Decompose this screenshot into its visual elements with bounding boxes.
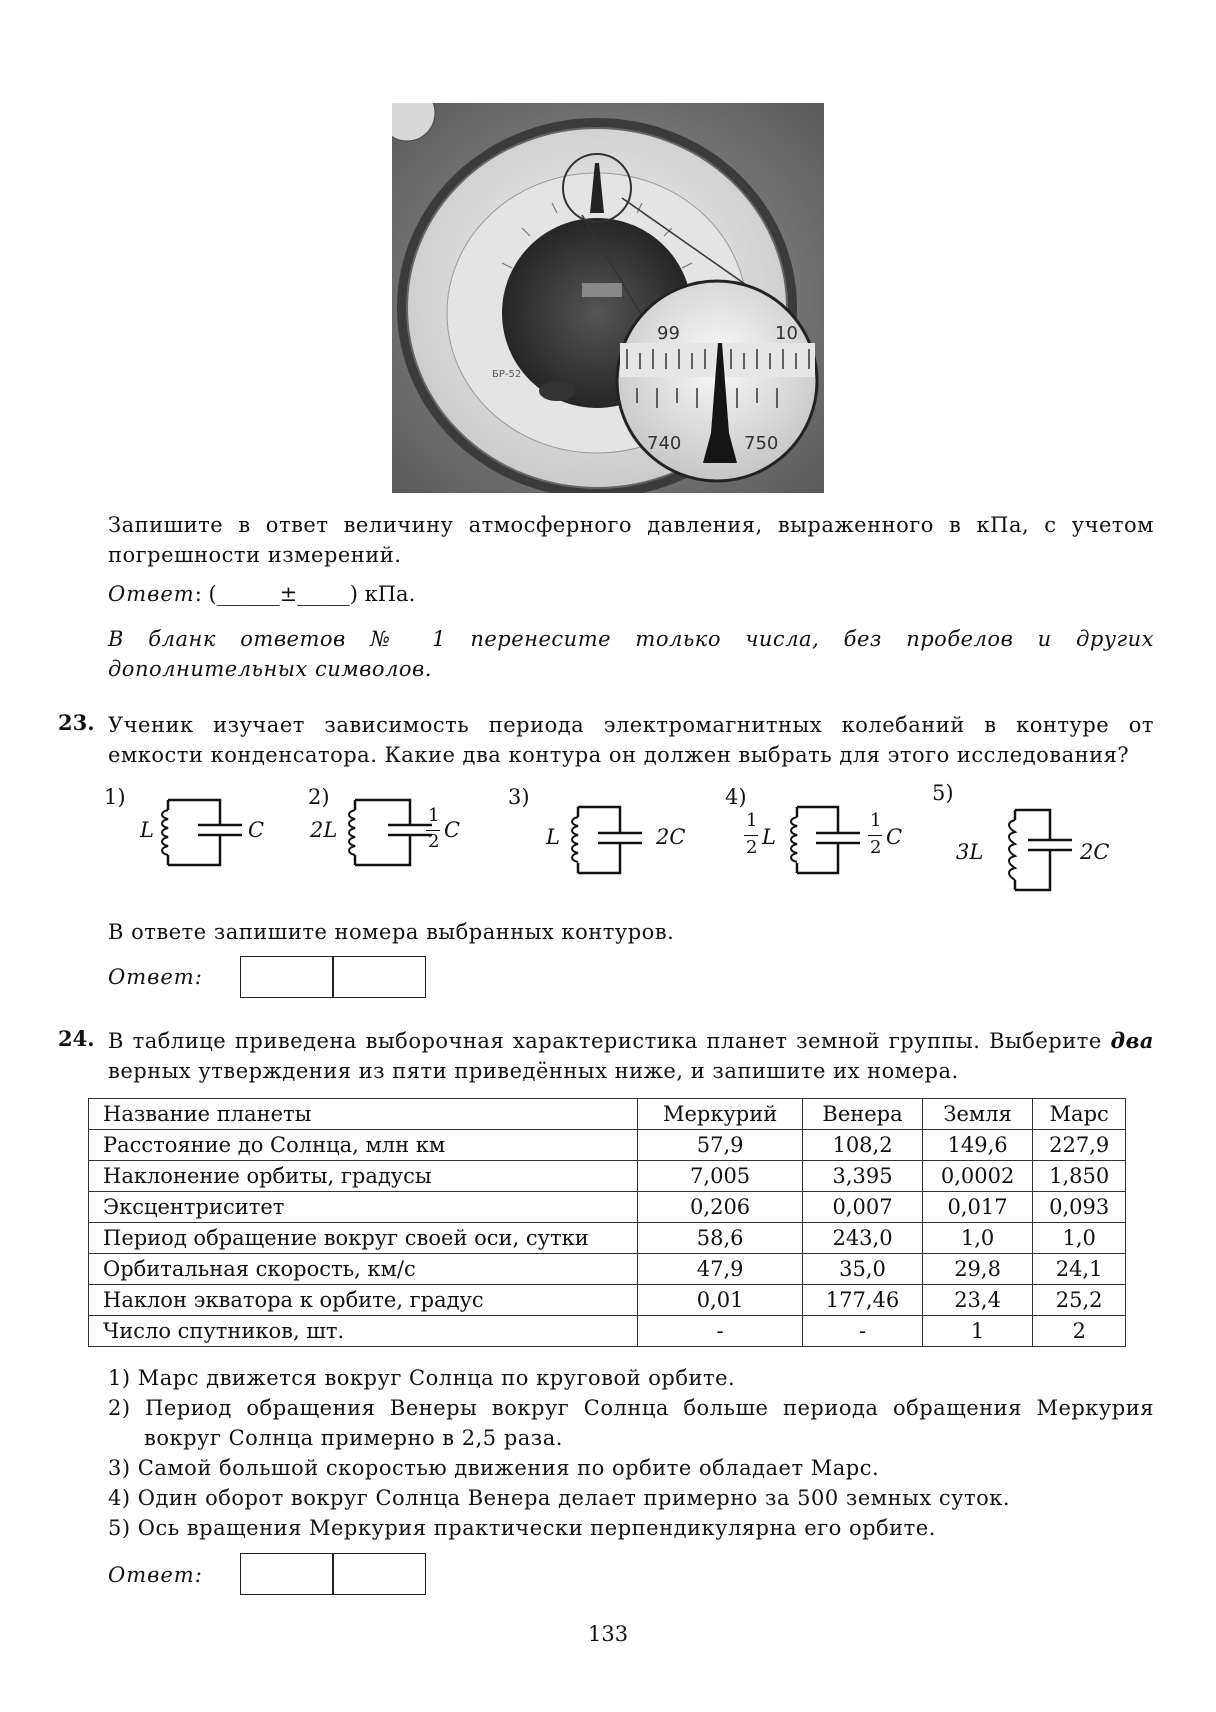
circuit-4-C: C: [886, 825, 903, 849]
circuit-4-C-num: 1: [870, 810, 882, 831]
table-cell: 0,01: [638, 1285, 803, 1316]
table-header-cell: Земля: [922, 1099, 1033, 1130]
table-cell: 29,8: [922, 1254, 1033, 1285]
circuit-4-L-num: 1: [746, 810, 758, 831]
table-cell: 0,093: [1033, 1192, 1126, 1223]
circuit-2-C: C: [444, 818, 461, 842]
table-cell: 177,46: [803, 1285, 923, 1316]
table-cell: 0,0002: [922, 1161, 1033, 1192]
table-cell: 35,0: [803, 1254, 923, 1285]
circuit-2-L: 2L: [310, 818, 338, 842]
table-header-cell: Марс: [1033, 1099, 1126, 1130]
q23-answer-cell-1[interactable]: [240, 956, 334, 998]
circuit-diagrams: [100, 781, 1160, 905]
table-header-cell: Название планеты: [89, 1099, 638, 1130]
q22-answer-line: [108, 582, 415, 606]
table-cell: -: [803, 1316, 923, 1347]
circuit-3-number: 3): [508, 785, 530, 809]
table-row: [89, 1192, 1126, 1223]
table-cell: 25,2: [1033, 1285, 1126, 1316]
planets-table: [88, 1098, 1126, 1347]
table-cell: 3,395: [803, 1161, 923, 1192]
circuit-5-number: 5): [932, 781, 954, 805]
q22-answer-label: Ответ: [108, 582, 195, 606]
circuit-4-C-den: 2: [870, 837, 882, 858]
q24-text: [108, 1026, 1154, 1086]
table-cell: Наклонение орбиты, градусы: [89, 1161, 638, 1192]
q22-answer-template: : (______±_____) кПа.: [194, 582, 416, 606]
table-cell: 58,6: [638, 1223, 803, 1254]
table-header-cell: Меркурий: [638, 1099, 803, 1130]
table-cell: Период обращение вокруг своей оси, сутки: [89, 1223, 638, 1254]
table-header-row: [89, 1099, 1126, 1130]
circuit-1-L: L: [140, 818, 154, 842]
page-number: 133: [588, 1622, 629, 1646]
statement-2: [108, 1393, 1154, 1453]
statement-number: 1): [108, 1366, 131, 1390]
circuit-4-L-den: 2: [746, 837, 758, 858]
q22-instruction: Запишите в ответ величину атмосферного давления, выраженного в кПа, с учетом погрешности измерений.: [108, 513, 1154, 567]
circuit-5-L: 3L: [956, 840, 984, 864]
statement-text: Самой большой скоростью движения по орбите обладает Марс.: [137, 1456, 880, 1480]
circuit-2-C-num: 1: [428, 805, 440, 826]
circuit-5-C: 2C: [1080, 840, 1110, 864]
table-cell: 1,850: [1033, 1161, 1126, 1192]
q24-text-emph: два: [1110, 1028, 1154, 1053]
statement-number: 4): [108, 1486, 131, 1510]
statement-text: Марс движется вокруг Солнца по круговой орбите.: [137, 1366, 736, 1390]
table-cell: 0,017: [922, 1192, 1033, 1223]
table-cell: 1: [922, 1316, 1033, 1347]
statement-number: 5): [108, 1516, 131, 1540]
table-cell: 243,0: [803, 1223, 923, 1254]
statement-number: 2): [108, 1396, 131, 1420]
q23-instruction: В ответе запишите номера выбранных контуров.: [108, 920, 675, 944]
table-cell: Наклон экватора к орбите, градус: [89, 1285, 638, 1316]
q24-answer-label: Ответ:: [108, 1563, 203, 1587]
circuit-1-number: 1): [104, 785, 126, 809]
table-cell: 0,007: [803, 1192, 923, 1223]
circuit-2-number: 2): [308, 785, 330, 809]
q23-number: 23.: [58, 710, 95, 735]
q23-answer-label: Ответ:: [108, 965, 203, 989]
q23-text: Ученик изучает зависимость периода электромагнитных колебаний в контуре от емкости конденсатора. Какие два контура он должен выбрать для этого исследования?: [108, 713, 1154, 767]
circuit-4-C-frac-line: [868, 835, 882, 836]
q24-number: 24.: [58, 1026, 95, 1051]
q22-note: В бланк ответов № 1 перенесите только числа, без пробелов и других дополнительных символов.: [108, 627, 1154, 681]
table-cell: Эксцентриситет: [89, 1192, 638, 1223]
q24-text-after: верных утверждения из пяти приведённых ниже, и запишите их номера.: [108, 1059, 959, 1083]
q23-answer-cell-2[interactable]: [332, 956, 426, 998]
table-cell: 2: [1033, 1316, 1126, 1347]
statement-1: [108, 1363, 1154, 1393]
statement-text: Период обращения Венеры вокруг Солнца больше периода обращения Меркурия вокруг Солнца примерно в 2,5 раза.: [144, 1396, 1154, 1450]
table-cell: 24,1: [1033, 1254, 1126, 1285]
q24-text-before: В таблице приведена выборочная характеристика планет земной группы. Выберите: [108, 1029, 1111, 1053]
table-row: [89, 1223, 1126, 1254]
table-header-cell: Венера: [803, 1099, 923, 1130]
table-cell: 0,206: [638, 1192, 803, 1223]
table-cell: Число спутников, шт.: [89, 1316, 638, 1347]
table-cell: 149,6: [922, 1130, 1033, 1161]
scale-label-750: 750: [744, 433, 779, 454]
circuit-4-number: 4): [725, 785, 747, 809]
table-cell: 57,9: [638, 1130, 803, 1161]
statement-number: 3): [108, 1456, 131, 1480]
table-row: [89, 1130, 1126, 1161]
q24-answer-cell-1[interactable]: [240, 1553, 334, 1595]
scale-label-740: 740: [647, 433, 682, 454]
table-cell: 23,4: [922, 1285, 1033, 1316]
circuit-4-L: L: [762, 825, 776, 849]
table-row: [89, 1161, 1126, 1192]
circuit-3-C: 2C: [656, 825, 686, 849]
circuit-1-C: C: [248, 818, 265, 842]
table-cell: 108,2: [803, 1130, 923, 1161]
table-cell: 1,0: [1033, 1223, 1126, 1254]
circuit-2-C-den: 2: [428, 831, 440, 852]
statement-4: [108, 1483, 1154, 1513]
statement-text: Один оборот вокруг Солнца Венера делает примерно за 500 земных суток.: [137, 1486, 1011, 1510]
statement-5: [108, 1513, 1154, 1543]
table-cell: 1,0: [922, 1223, 1033, 1254]
circuit-4-L-frac-line: [744, 835, 758, 836]
table-row: [89, 1254, 1126, 1285]
q24-answer-cell-2[interactable]: [332, 1553, 426, 1595]
table-row: [89, 1285, 1126, 1316]
table-cell: 47,9: [638, 1254, 803, 1285]
table-row: [89, 1316, 1126, 1347]
table-cell: Орбитальная скорость, км/с: [89, 1254, 638, 1285]
scale-label-99: 99: [657, 323, 680, 344]
statement-3: [108, 1453, 1154, 1483]
barometer-photo: [392, 103, 824, 493]
table-cell: -: [638, 1316, 803, 1347]
scale-label-100: 10: [775, 323, 798, 344]
table-cell: 7,005: [638, 1161, 803, 1192]
gauge-model-label: БР-52: [492, 369, 522, 380]
table-cell: 227,9: [1033, 1130, 1126, 1161]
circuit-3-L: L: [546, 825, 560, 849]
statement-text: Ось вращения Меркурия практически перпендикулярна его орбите.: [137, 1516, 936, 1540]
table-cell: Расстояние до Солнца, млн км: [89, 1130, 638, 1161]
